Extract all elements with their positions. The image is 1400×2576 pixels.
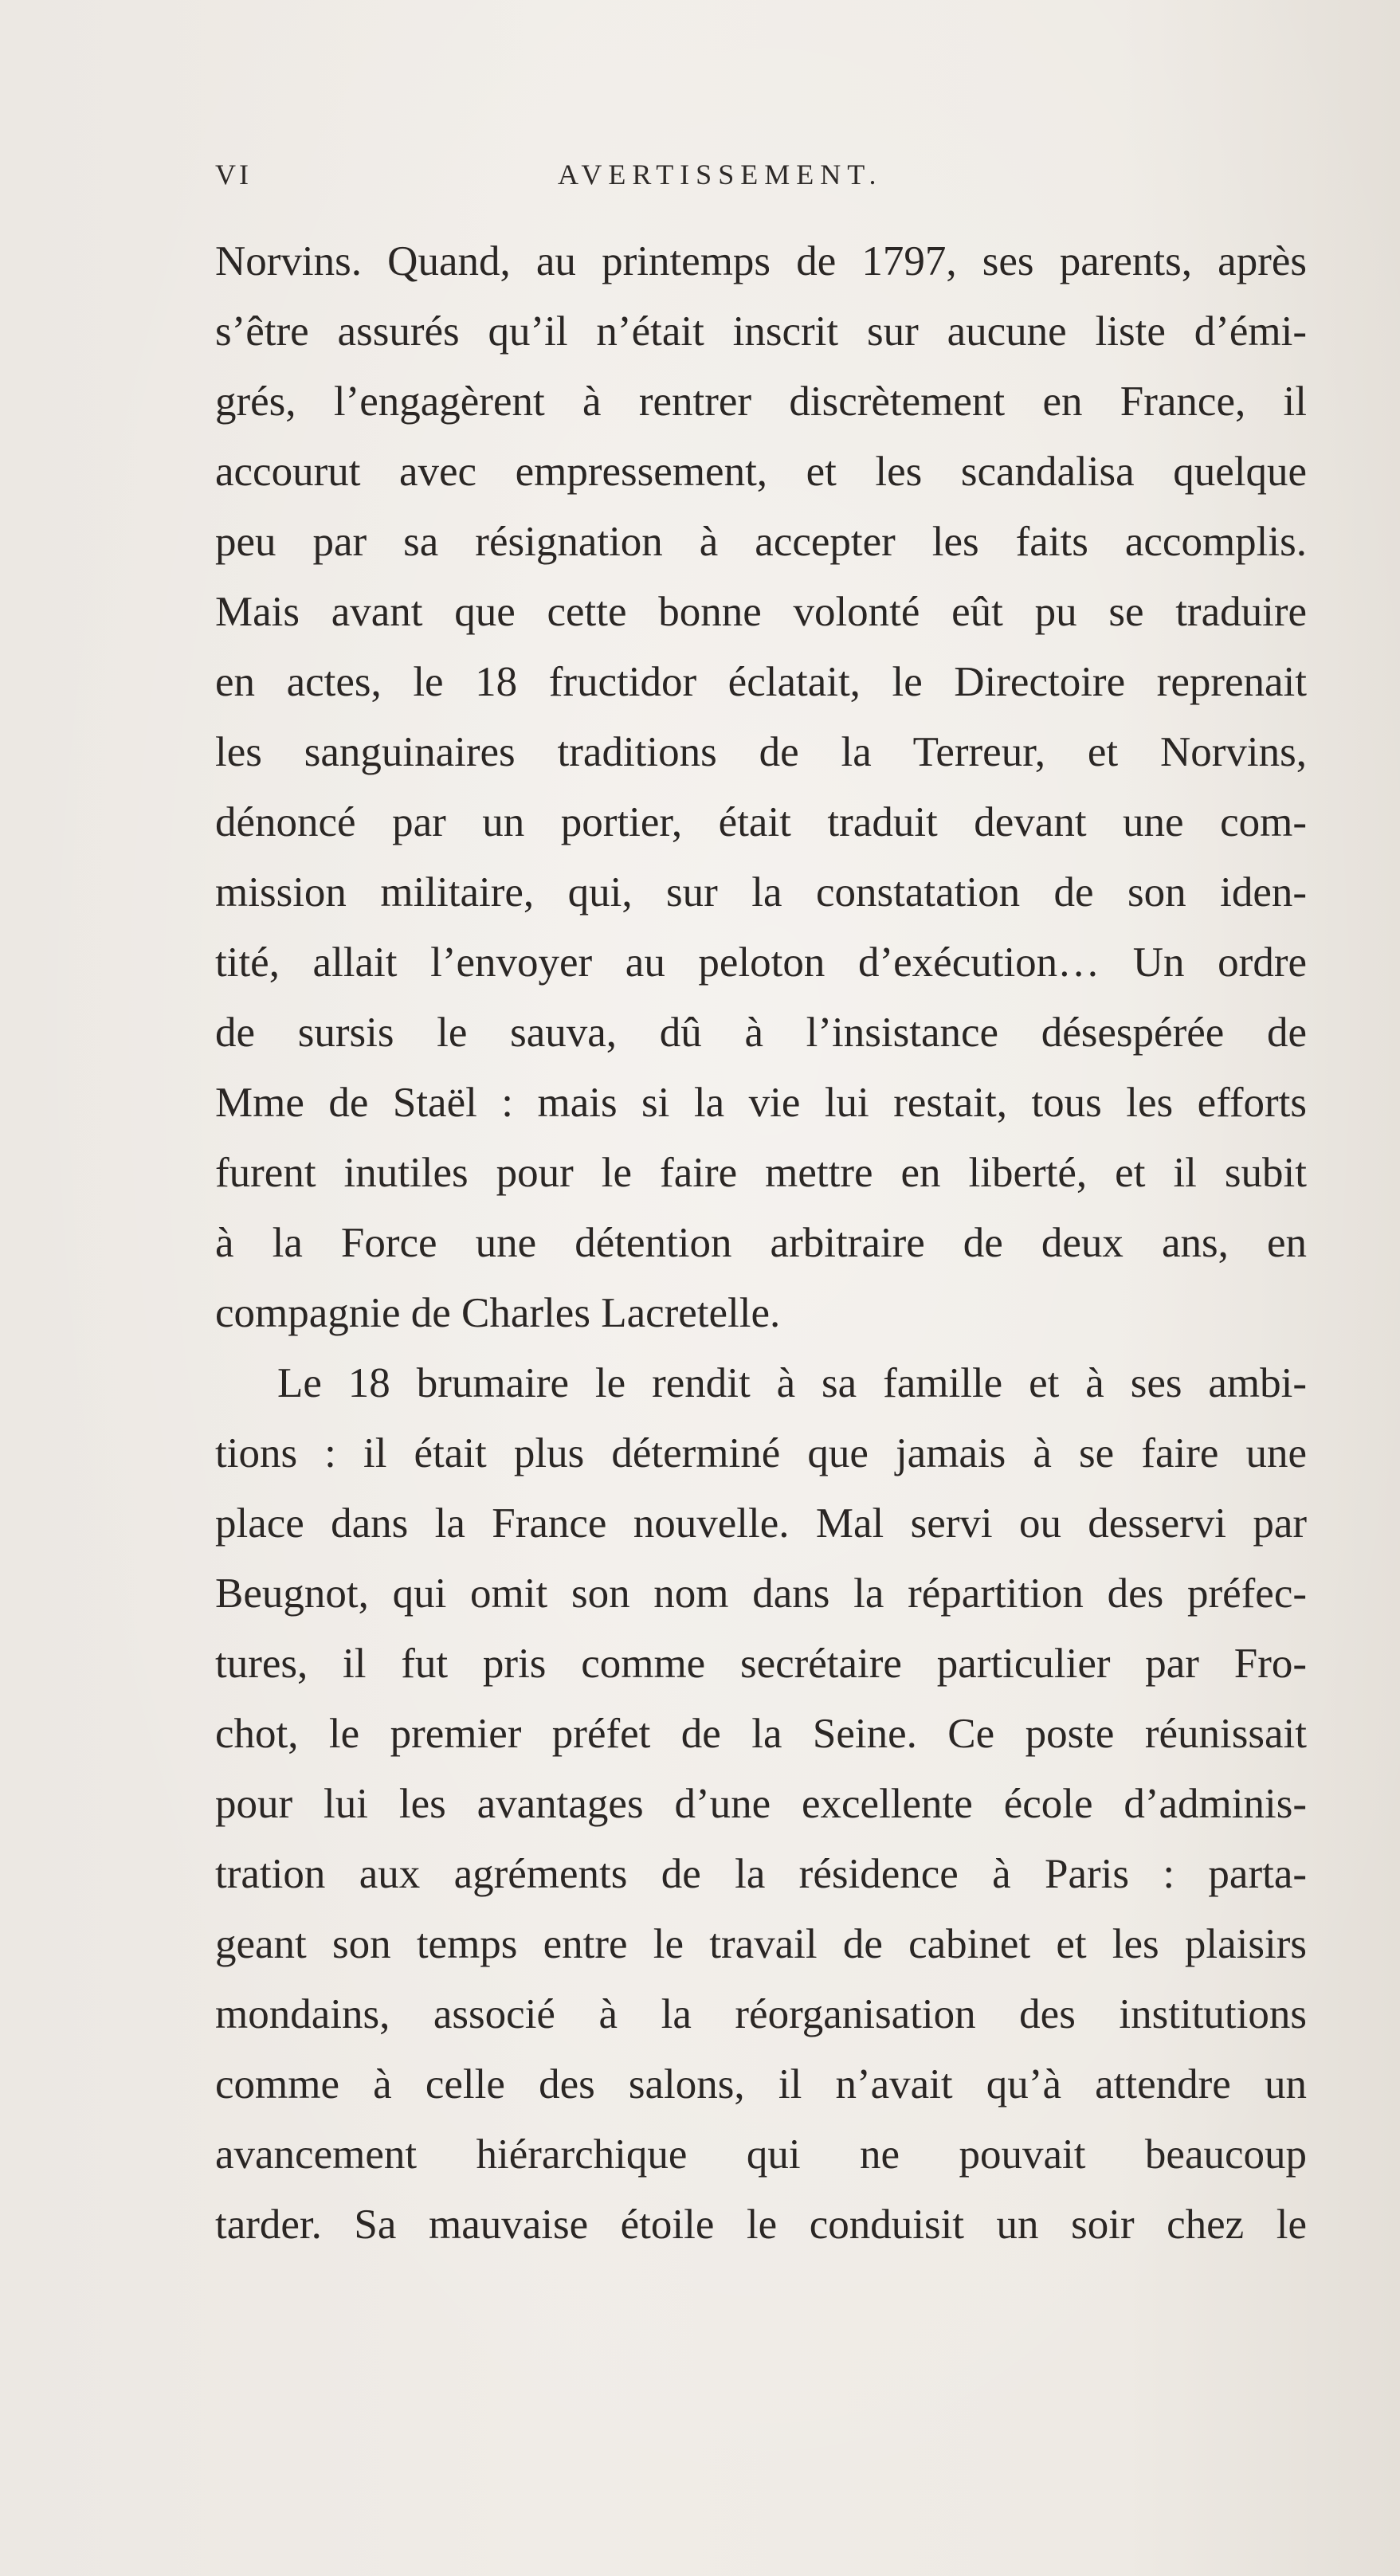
- text-line: compagnie de Charles Lacretelle.: [215, 1290, 781, 1336]
- text-line: comme à celle des salons, il n’avait qu’à attendre un: [215, 2061, 1307, 2107]
- body-text: [215, 226, 1307, 2260]
- text-line: à la Force une détention arbitraire de deux ans, en: [215, 1220, 1307, 1266]
- text-line: accourut avec empressement, et les scandalisa quelque: [215, 449, 1307, 495]
- text-line: Beugnot, qui omit son nom dans la répartition des préfec-: [215, 1570, 1307, 1617]
- page-header: [215, 158, 1307, 198]
- paragraph-2: [215, 1348, 1307, 2260]
- text-line: tions : il était plus déterminé que jamais à se faire une: [215, 1430, 1307, 1476]
- text-line: geant son temps entre le travail de cabinet et les plaisirs: [215, 1921, 1307, 1967]
- text-line: chot, le premier préfet de la Seine. Ce poste réunissait: [215, 1711, 1307, 1757]
- text-line: tarder. Sa mauvaise étoile le conduisit un soir chez le: [215, 2202, 1307, 2248]
- running-title: AVERTISSEMENT.: [558, 159, 883, 190]
- text-line: furent inutiles pour le faire mettre en liberté, et il subit: [215, 1150, 1307, 1196]
- text-line: dénoncé par un portier, était traduit devant une com-: [215, 799, 1307, 845]
- page-number: VI: [215, 159, 252, 190]
- text-line: Mme de Staël : mais si la vie lui restait, tous les efforts: [215, 1080, 1307, 1126]
- text-line: tité, allait l’envoyer au peloton d’exécution… Un ordre: [215, 939, 1307, 986]
- text-line: Mais avant que cette bonne volonté eût pu se traduire: [215, 589, 1307, 635]
- text-line: mission militaire, qui, sur la constatation de son iden-: [215, 869, 1307, 916]
- text-line: tration aux agréments de la résidence à Paris : parta-: [215, 1851, 1307, 1897]
- text-line: Norvins. Quand, au printemps de 1797, ses parents, après: [215, 238, 1307, 284]
- text-line: Le 18 brumaire le rendit à sa famille et à ses ambi-: [277, 1360, 1307, 1406]
- text-line: peu par sa résignation à accepter les faits accomplis.: [215, 519, 1307, 565]
- paragraph-1: [215, 226, 1307, 1348]
- text-line: place dans la France nouvelle. Mal servi ou desservi par: [215, 1500, 1307, 1547]
- text-line: avancement hiérarchique qui ne pouvait beaucoup: [215, 2131, 1307, 2178]
- text-line: tures, il fut pris comme secrétaire particulier par Fro-: [215, 1641, 1307, 1687]
- text-line: mondains, associé à la réorganisation des institutions: [215, 1991, 1307, 2037]
- text-line: en actes, le 18 fructidor éclatait, le Directoire reprenait: [215, 659, 1307, 705]
- text-line: pour lui les avantages d’une excellente école d’adminis-: [215, 1781, 1307, 1827]
- text-line: grés, l’engagèrent à rentrer discrètement en France, il: [215, 378, 1307, 425]
- text-line: les sanguinaires traditions de la Terreur, et Norvins,: [215, 729, 1307, 775]
- text-line: de sursis le sauva, dû à l’insistance désespérée de: [215, 1010, 1307, 1056]
- text-line: s’être assurés qu’il n’était inscrit sur aucune liste d’émi-: [215, 308, 1307, 355]
